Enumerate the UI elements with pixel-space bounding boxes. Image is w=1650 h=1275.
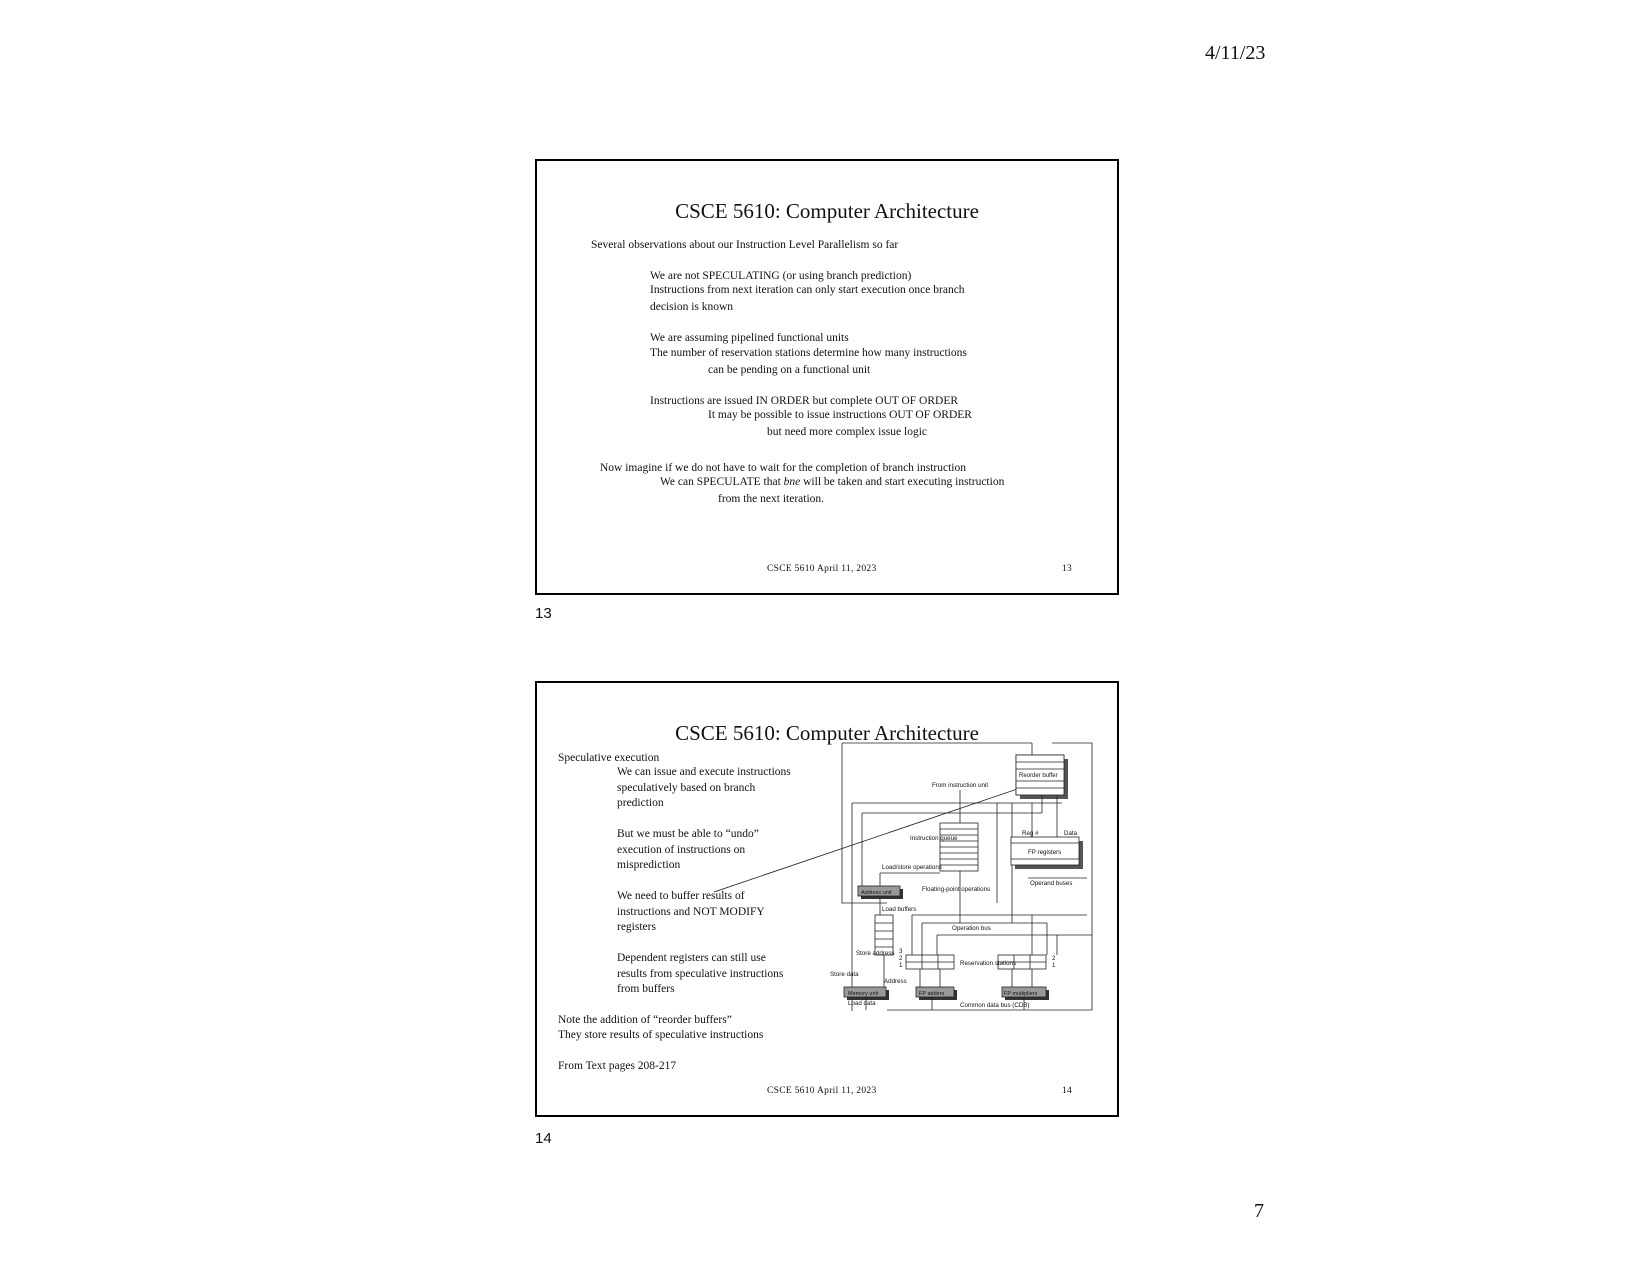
diagram-label: Load buffers <box>882 906 917 913</box>
diagram-label: Floating-point operations <box>922 886 991 893</box>
slide-text: execution of instructions on <box>617 844 746 856</box>
page-number: 7 <box>1254 1200 1264 1222</box>
slide-caption: 14 <box>535 1130 552 1147</box>
slide-text: Speculative execution <box>558 752 660 764</box>
slide-text: We are not SPECULATING (or using branch prediction) <box>650 270 912 282</box>
diagram-label: Store data <box>830 971 859 978</box>
diagram-label: FP adders <box>919 991 945 997</box>
slide-text: Instructions from next iteration can only start execution once branch <box>650 284 965 296</box>
slide-footer: CSCE 5610 April 11, 2023 <box>767 1086 877 1096</box>
slide-13 <box>535 159 1119 595</box>
slide-text: results from speculative instructions <box>617 968 784 980</box>
slide-text: from the next iteration. <box>718 493 825 505</box>
slide-text: But we must be able to “undo” <box>617 828 759 840</box>
diagram-label: Store address <box>856 950 895 957</box>
slide-text: speculatively based on branch <box>617 782 756 794</box>
slide-text-part: will be taken and start executing instruction <box>800 476 1005 488</box>
diagram-label: Operand buses <box>1030 880 1073 887</box>
diagram-label: 2 <box>1052 955 1056 962</box>
diagram-label: Common data bus (CDB) <box>960 1002 1030 1009</box>
slide-text: Now imagine if we do not have to wait for the completion of branch instruction <box>600 462 966 474</box>
slide-text: They store results of speculative instructions <box>558 1029 764 1041</box>
slide-number: 13 <box>1062 564 1073 574</box>
slide-text: but need more complex issue logic <box>767 426 928 438</box>
slide-text: We need to buffer results of <box>617 890 745 902</box>
tomasulo-reorder-diagram <box>830 743 1104 1029</box>
slide-text: Note the addition of “reorder buffers” <box>558 1014 732 1026</box>
slide-title: CSCE 5610: Computer Architecture <box>675 721 979 745</box>
slide-text: Instructions are issued IN ORDER but complete OUT OF ORDER <box>650 395 959 407</box>
slide-text: The number of reservation stations determine how many instructions <box>650 347 967 359</box>
diagram-label: Address <box>884 978 907 985</box>
slide-text: prediction <box>617 797 664 809</box>
slide-text <box>660 474 1004 490</box>
slide-text-part: We can SPECULATE that <box>660 476 784 488</box>
slide-text: We are assuming pipelined functional units <box>650 332 849 344</box>
slide-text: instructions and NOT MODIFY <box>617 906 765 918</box>
diagram-label: Load data <box>848 1000 876 1007</box>
diagram-label: 1 <box>1052 962 1056 969</box>
slide-footer: CSCE 5610 April 11, 2023 <box>767 564 877 574</box>
slide-caption: 13 <box>535 605 552 622</box>
diagram-label: Reg # <box>1022 830 1039 837</box>
diagram-label: FP multipliers <box>1004 991 1038 997</box>
diagram-label: Data <box>1064 830 1078 837</box>
diagram-label: FP registers <box>1028 849 1062 856</box>
diagram-label: 3 <box>899 948 903 955</box>
slide-text: can be pending on a functional unit <box>708 364 871 376</box>
diagram-label: 1 <box>899 962 903 969</box>
slide-text: decision is known <box>650 301 734 313</box>
diagram-label: Instruction queue <box>910 835 958 842</box>
slide-title: CSCE 5610: Computer Architecture <box>675 199 979 223</box>
slide-text: We can issue and execute instructions <box>617 766 791 778</box>
slide-text: Several observations about our Instruction Level Parallelism so far <box>591 239 899 251</box>
header-date: 4/11/23 <box>1205 42 1266 64</box>
diagram-label: Operation bus <box>952 925 991 932</box>
diagram-label: Address unit <box>861 890 892 896</box>
slide-14 <box>535 681 1119 1117</box>
slide-text: from buffers <box>617 983 675 995</box>
slide-number: 14 <box>1062 1086 1073 1096</box>
slide-text: Dependent registers can still use <box>617 952 766 964</box>
diagram-label: From instruction unit <box>932 782 989 789</box>
diagram-label: Reservation stations <box>960 960 1017 967</box>
diagram-label: Load/store operations <box>882 864 942 871</box>
slide-text: misprediction <box>617 859 681 871</box>
diagram-label: Memory unit <box>848 991 879 997</box>
slide-text: From Text pages 208-217 <box>558 1060 677 1072</box>
slide-text-italic: bne <box>783 476 801 488</box>
slide-text: It may be possible to issue instructions OUT OF ORDER <box>708 409 972 421</box>
diagram-label: Reorder buffer <box>1019 773 1058 779</box>
diagram-label: 2 <box>899 955 903 962</box>
slide-text: registers <box>617 921 656 933</box>
